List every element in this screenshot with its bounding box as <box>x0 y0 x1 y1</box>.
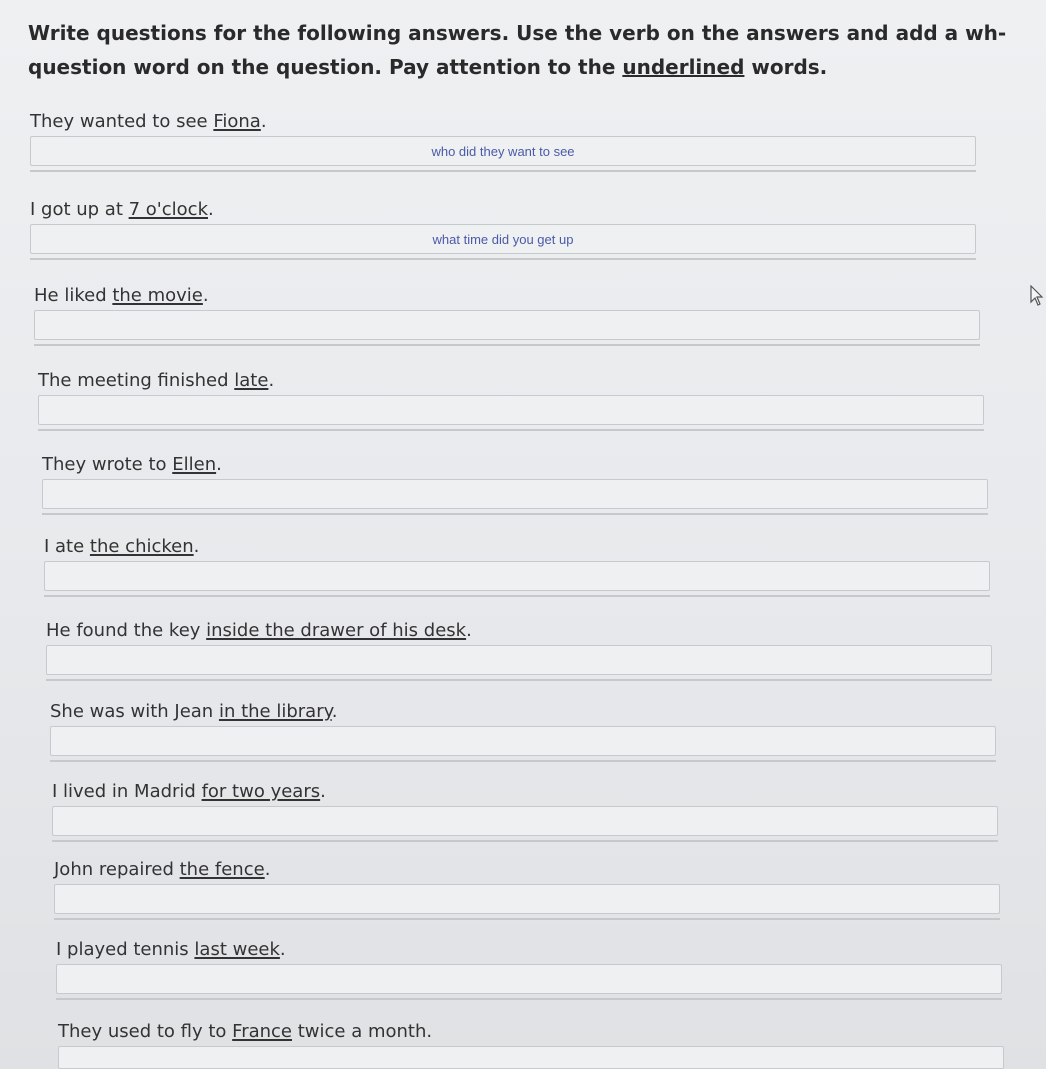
question-item-7 <box>46 619 992 689</box>
underlined-phrase: Fiona <box>213 111 261 132</box>
divider <box>30 258 976 260</box>
question-input-9[interactable] <box>52 806 998 836</box>
question-input-12[interactable] <box>58 1046 1004 1069</box>
question-input-1[interactable] <box>30 136 976 166</box>
question-item-12 <box>58 1020 1004 1069</box>
answer-sentence: He liked the movie. <box>34 285 209 306</box>
answer-sentence: I played tennis last week. <box>56 939 286 960</box>
divider <box>44 595 990 597</box>
question-item-4 <box>38 369 984 439</box>
question-item-2 <box>30 198 976 268</box>
divider <box>30 170 976 172</box>
question-item-9 <box>52 780 998 850</box>
answer-sentence: He found the key inside the drawer of his desk. <box>46 620 472 641</box>
divider <box>46 679 992 681</box>
divider <box>54 918 1000 920</box>
underlined-phrase: France <box>232 1021 293 1042</box>
underlined-phrase: inside the drawer of his desk <box>206 620 467 641</box>
answer-sentence: I ate the chicken. <box>44 536 200 557</box>
underlined-phrase: Ellen <box>172 454 217 475</box>
mouse-pointer-icon <box>1030 285 1044 307</box>
divider <box>52 840 998 842</box>
divider <box>56 998 1002 1000</box>
question-item-1 <box>30 110 976 180</box>
answer-sentence: I lived in Madrid for two years. <box>52 781 326 802</box>
question-item-11 <box>56 938 1002 1008</box>
answer-sentence: John repaired the fence. <box>54 859 271 880</box>
divider <box>34 344 980 346</box>
underlined-word: underlined <box>622 55 745 79</box>
instructions-text: Write questions for the following answers. Use the verb on the answers and add a wh- question word on the question. Pay attention to the underlined words. <box>28 21 1007 79</box>
divider <box>38 429 984 431</box>
question-item-8 <box>50 700 996 770</box>
answer-sentence: I got up at 7 o'clock. <box>30 199 214 220</box>
question-input-10[interactable] <box>54 884 1000 914</box>
divider <box>42 513 988 515</box>
underlined-phrase: the fence <box>179 859 265 880</box>
underlined-phrase: late <box>234 370 269 391</box>
underlined-phrase: for two years <box>201 781 321 802</box>
question-input-4[interactable] <box>38 395 984 425</box>
question-item-10 <box>54 858 1000 928</box>
question-input-3[interactable] <box>34 310 980 340</box>
answer-sentence: They wanted to see Fiona. <box>30 111 267 132</box>
question-input-11[interactable] <box>56 964 1002 994</box>
answer-sentence: She was with Jean in the library. <box>50 701 338 722</box>
question-input-5[interactable] <box>42 479 988 509</box>
underlined-phrase: the movie <box>112 285 203 306</box>
question-input-2[interactable] <box>30 224 976 254</box>
underlined-phrase: last week <box>194 939 280 960</box>
question-item-5 <box>42 453 988 523</box>
answer-sentence: They used to fly to France twice a month. <box>58 1021 433 1042</box>
underlined-phrase: the chicken <box>89 536 194 557</box>
underlined-phrase: in the library <box>218 701 332 722</box>
answer-sentence: The meeting finished late. <box>38 370 275 391</box>
underlined-phrase: 7 o'clock <box>128 199 208 220</box>
question-item-6 <box>44 535 990 605</box>
question-item-3 <box>34 284 980 354</box>
answer-sentence: They wrote to Ellen. <box>42 454 222 475</box>
question-input-8[interactable] <box>50 726 996 756</box>
question-input-6[interactable] <box>44 561 990 591</box>
divider <box>50 760 996 762</box>
question-input-7[interactable] <box>46 645 992 675</box>
